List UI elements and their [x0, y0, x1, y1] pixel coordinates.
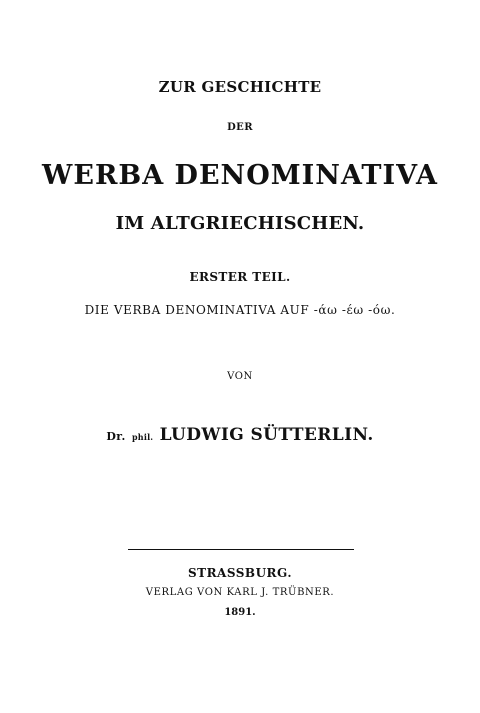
von-label: VON [227, 371, 253, 382]
imprint-publisher: VERLAG VON KARL J. TRÜBNER. [145, 587, 335, 598]
imprint-divider [128, 549, 354, 550]
author-title-phil: phil. [132, 432, 154, 442]
main-title: WERBA DENOMINATIVA [42, 160, 438, 191]
title-prefix: ZUR GESCHICHTE [158, 78, 322, 96]
imprint-city: STRASSBURG. [187, 566, 293, 580]
part-heading: ERSTER TEIL. [189, 270, 291, 284]
title-der: DER [227, 122, 253, 133]
author-line [0, 427, 480, 444]
author-name: LUDWIG SÜTTERLIN. [159, 425, 374, 445]
author-title-dr: Dr. [106, 430, 126, 443]
part-subtitle: DIE VERBA DENOMINATIVA AUF -άω -έω -όω. [84, 303, 396, 317]
subtitle: IM ALTGRIECHISCHEN. [115, 213, 365, 234]
imprint-year: 1891. [224, 607, 256, 618]
